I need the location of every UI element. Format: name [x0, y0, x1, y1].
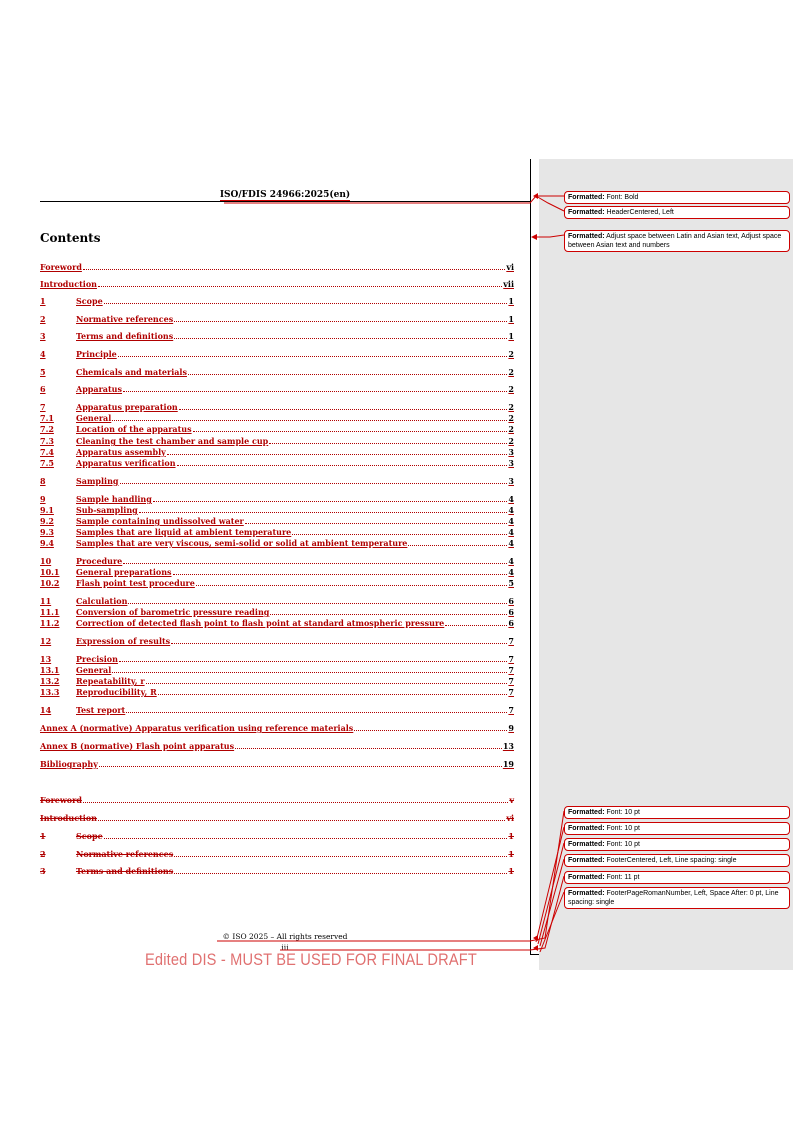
toc-entry[interactable]: 13.2 Repeatability, r 7: [40, 676, 514, 686]
contents-heading: Contents: [40, 231, 101, 245]
toc-entry[interactable]: 4 Principle 2: [40, 349, 514, 359]
connector-line: [536, 196, 564, 211]
toc-entry[interactable]: 7.2 Location of the apparatus 2: [40, 424, 514, 434]
comment-text: HeaderCentered, Left: [606, 209, 674, 216]
comment-label: Formatted:: [568, 809, 605, 816]
toc-entry[interactable]: 11.2 Correction of detected flash point to flash point at standard atmospheric pressure 6: [40, 618, 514, 628]
comment-label: Formatted:: [568, 825, 605, 832]
watermark: Edited DIS - MUST BE USED FOR FINAL DRAFT: [145, 950, 478, 969]
toc-entry[interactable]: Annex A (normative) Apparatus verification using reference materials 9: [40, 723, 514, 733]
comment-text: Adjust space between Latin and Asian text, Adjust space between Asian text and numbers: [568, 233, 782, 249]
comment-label: Formatted:: [568, 194, 605, 201]
comment-label: Formatted:: [568, 841, 605, 848]
comment-label: Formatted:: [568, 857, 605, 864]
toc-entry[interactable]: 9.4 Samples that are very viscous, semi-solid or solid at ambient temperature 4: [40, 538, 514, 548]
toc-entry[interactable]: 13.3 Reproducibility, R 7: [40, 687, 514, 697]
toc-entry[interactable]: 8 Sampling 3: [40, 476, 514, 486]
comment-text: FooterCentered, Left, Line spacing: single: [606, 857, 737, 864]
connector-line: [217, 811, 564, 941]
toc-entry[interactable]: 7.4 Apparatus assembly 3: [40, 447, 514, 457]
toc-entry[interactable]: 12 Expression of results 7: [40, 636, 514, 646]
toc-entry[interactable]: 9 Sample handling 4: [40, 494, 514, 504]
comment-text: FooterPageRomanNumber, Left, Space After: 0 pt, Line spacing: single: [568, 890, 779, 906]
comment-label: Formatted:: [568, 890, 605, 897]
toc-entry[interactable]: 7.3 Cleaning the test chamber and sample cup 2: [40, 436, 514, 446]
toc-entry[interactable]: 2 Normative references 1: [40, 314, 514, 324]
toc-entry[interactable]: 3 Terms and definitions 1: [40, 331, 514, 341]
toc-entry[interactable]: 7.1 General 2: [40, 413, 514, 423]
comment-text: Font: 10 pt: [606, 825, 640, 832]
toc-entry[interactable]: 9.1 Sub-sampling 4: [40, 505, 514, 515]
toc-entry[interactable]: 9.2 Sample containing undissolved water 4: [40, 516, 514, 526]
deleted-toc-entry[interactable]: 2 Normative references 1: [40, 849, 514, 859]
deleted-toc-entry[interactable]: 1 Scope 1: [40, 831, 514, 841]
footer-page-number: iii: [281, 943, 289, 952]
toc-entry[interactable]: 13.1 General 7: [40, 665, 514, 675]
toc-entry[interactable]: 11.1 Conversion of barometric pressure reading 6: [40, 607, 514, 617]
toc-entry[interactable]: 6 Apparatus 2: [40, 384, 514, 394]
toc-entry[interactable]: 1 Scope 1: [40, 296, 514, 306]
toc-entry[interactable]: 10 Procedure 4: [40, 556, 514, 566]
comment-label: Formatted:: [568, 233, 605, 240]
connector-line: [538, 843, 564, 944]
comment-text: Font: Bold: [606, 194, 639, 201]
connector-line: [540, 859, 564, 946]
toc-entry[interactable]: 7.5 Apparatus verification 3: [40, 458, 514, 468]
footer-copyright: © ISO 2025 – All rights reserved: [222, 932, 348, 941]
toc-entry[interactable]: 7 Apparatus preparation 2: [40, 402, 514, 412]
deleted-toc-entry[interactable]: 3 Terms and definitions 1: [40, 866, 514, 876]
deleted-toc-entry[interactable]: Foreword v: [40, 795, 514, 805]
comment-label: Formatted:: [568, 874, 605, 881]
toc-entry[interactable]: 14 Test report 7: [40, 705, 514, 715]
connector-line: [280, 876, 564, 950]
toc-entry[interactable]: 5 Chemicals and materials 2: [40, 367, 514, 377]
toc-entry[interactable]: 9.3 Samples that are liquid at ambient temperature 4: [40, 527, 514, 537]
toc-entry[interactable]: 11 Calculation 6: [40, 596, 514, 606]
toc-entry[interactable]: Annex B (normative) Flash point apparatus 13: [40, 741, 514, 751]
toc-entry[interactable]: Bibliography 19: [40, 759, 514, 769]
toc-entry[interactable]: 10.2 Flash point test procedure 5: [40, 578, 514, 588]
deleted-toc-entry[interactable]: Introduction vi: [40, 813, 514, 823]
connector-line: [536, 827, 564, 942]
toc-entry[interactable]: Introduction vii: [40, 279, 514, 289]
comment-text: Font: 11 pt: [606, 874, 640, 881]
connector-arrow: [533, 945, 538, 951]
comment-label: Formatted:: [568, 209, 605, 216]
connector-line: [224, 196, 564, 203]
header-title: ISO/FDIS 24966:2025(en): [219, 190, 351, 200]
toc-entry[interactable]: 13 Precision 7: [40, 654, 514, 664]
toc-entry[interactable]: Foreword vi: [40, 262, 514, 272]
connector-line: [534, 235, 564, 237]
connector-arrow: [531, 234, 537, 240]
comment-text: Font: 10 pt: [606, 809, 640, 816]
toc-entry[interactable]: 10.1 General preparations 4: [40, 567, 514, 577]
comment-text: Font: 10 pt: [606, 841, 640, 848]
